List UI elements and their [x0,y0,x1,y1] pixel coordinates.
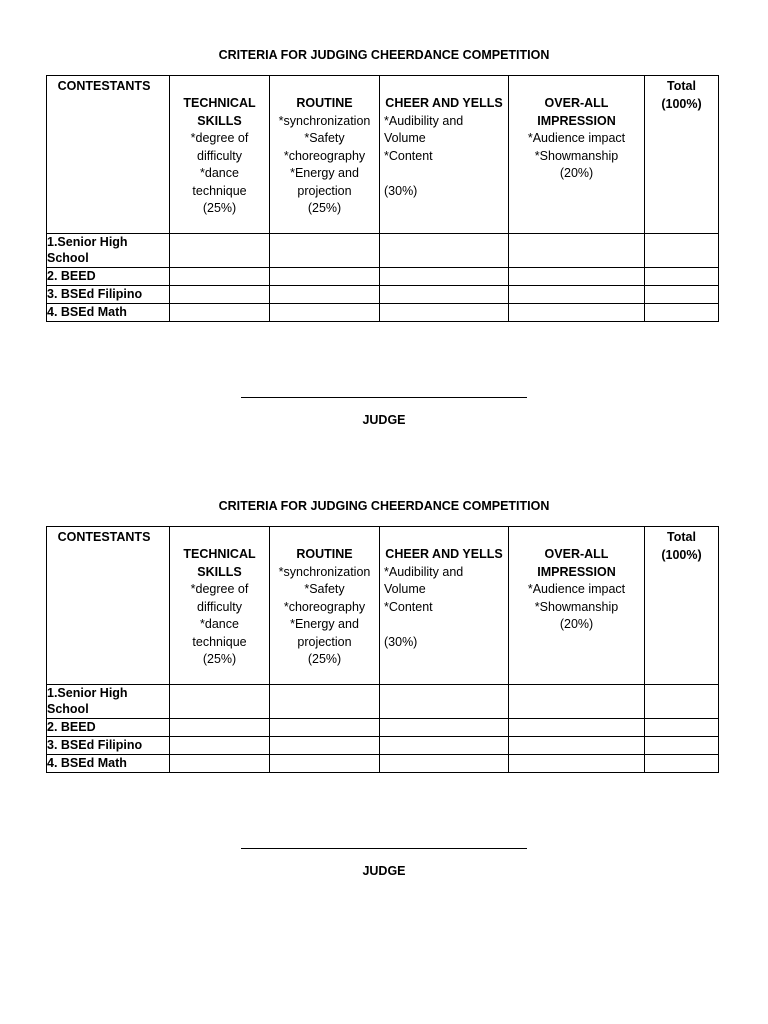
score-cell-technical[interactable] [170,719,270,737]
criterion-line: *Audience impact [527,131,626,145]
criterion-routine [270,527,379,669]
contestants-header-cell [47,76,170,234]
score-cell-impression[interactable] [509,719,645,737]
score-cell-total[interactable] [645,268,719,286]
score-cell-cheer[interactable] [380,755,509,773]
score-cell-total[interactable] [645,234,719,268]
criterion-title: IMPRESSION [537,113,616,128]
score-cell-total[interactable] [645,737,719,755]
criterion-line: *Energy and [290,617,359,631]
criterion-title: CHEER AND YELLS [385,96,503,110]
criterion-technical [170,76,269,218]
criterion-line: *Audibility and [384,564,464,579]
score-cell-impression[interactable] [509,286,645,304]
criterion-line: *degree of [190,131,249,145]
criterion-title: OVER-ALL [544,547,609,561]
score-cell-technical[interactable] [170,737,270,755]
criterion-title: OVER-ALL [544,96,609,110]
total-weight: (100%) [661,547,702,562]
criterion-line: *degree of [190,582,249,596]
criterion-line: *Safety [304,131,345,145]
table-row [47,755,719,773]
criterion-line: projection [297,634,352,649]
criterion-technical-cell [170,527,270,685]
criterion-title: SKILLS [197,564,242,579]
contestant-name: 1.Senior High School [47,234,170,268]
criterion-title: ROUTINE [296,96,353,110]
criterion-routine-cell [270,527,380,685]
criterion-line: *Audibility and [384,113,464,128]
score-cell-impression[interactable] [509,685,645,719]
criterion-line: *Content [384,599,433,614]
header-row [47,76,719,234]
judge-label: JUDGE [362,413,406,427]
criterion-line: *Safety [304,582,345,596]
criterion-impression-cell [509,527,645,685]
contestant-name: 3. BSEd Filipino [47,286,170,304]
criterion-impression [509,76,644,183]
contestant-name: 4. BSEd Math [47,304,170,322]
criterion-weight: (20%) [559,166,594,180]
criterion-line: *synchronization [278,564,371,579]
criterion-line: technique [192,183,247,198]
criterion-line: Volume [384,131,426,145]
criterion-line: *choreography [283,599,366,614]
score-cell-routine[interactable] [270,755,380,773]
score-cell-total[interactable] [645,685,719,719]
score-cell-total[interactable] [645,719,719,737]
table-row [47,685,719,719]
criterion-title: SKILLS [197,113,242,128]
criterion-line: *Showmanship [534,599,619,614]
criterion-line: *dance [200,166,239,180]
contestants-header: CONTESTANTS [57,79,151,93]
score-cell-technical[interactable] [170,304,270,322]
score-cell-total[interactable] [645,755,719,773]
criterion-cheer [380,76,508,200]
contestant-name: 4. BSEd Math [47,755,170,773]
form-title: CRITERIA FOR JUDGING CHEERDANCE COMPETITION [218,48,550,62]
table-row [47,286,719,304]
criterion-title: CHEER AND YELLS [385,547,503,561]
criterion-spacer [384,165,504,183]
score-cell-cheer[interactable] [380,286,509,304]
score-cell-cheer[interactable] [380,685,509,719]
score-cell-cheer[interactable] [380,737,509,755]
criterion-technical-cell [170,76,270,234]
score-cell-cheer[interactable] [380,719,509,737]
criterion-line: projection [297,183,352,198]
criteria-table [46,75,719,322]
criterion-line: *Content [384,148,433,163]
criterion-weight: (25%) [307,652,342,666]
score-cell-technical[interactable] [170,755,270,773]
criterion-line: *dance [200,617,239,631]
criterion-weight: (20%) [559,617,594,631]
score-cell-routine[interactable] [270,719,380,737]
contestant-name: 2. BEED [47,719,170,737]
criterion-weight: (30%) [384,183,418,198]
score-cell-impression[interactable] [509,755,645,773]
table-row [47,268,719,286]
criterion-line: Volume [384,582,426,596]
form-title: CRITERIA FOR JUDGING CHEERDANCE COMPETITION [218,499,550,513]
criterion-weight: (25%) [202,201,237,215]
score-cell-cheer[interactable] [380,234,509,268]
criterion-line: *Showmanship [534,148,619,163]
score-cell-technical[interactable] [170,286,270,304]
score-cell-technical[interactable] [170,685,270,719]
criterion-title: ROUTINE [296,547,353,561]
criterion-line: *Audience impact [527,582,626,596]
score-cell-technical[interactable] [170,234,270,268]
table-row [47,234,719,268]
score-cell-cheer[interactable] [380,268,509,286]
criterion-line: difficulty [197,148,242,163]
criterion-impression-cell [509,76,645,234]
table-row [47,737,719,755]
score-cell-impression[interactable] [509,737,645,755]
table-row [47,304,719,322]
contestant-name: 2. BEED [47,268,170,286]
criterion-weight: (30%) [384,634,418,649]
criterion-cheer-cell [380,527,509,685]
score-cell-routine[interactable] [270,268,380,286]
criterion-title: TECHNICAL [183,96,256,110]
score-cell-routine[interactable] [270,685,380,719]
total-label: Total [667,530,696,544]
criterion-line: technique [192,634,247,649]
signature-line[interactable] [241,397,527,398]
score-cell-total[interactable] [645,286,719,304]
criterion-spacer [384,616,504,634]
total-label: Total [667,79,696,93]
criterion-routine-cell [270,76,380,234]
criterion-cheer-cell [380,76,509,234]
criterion-title: IMPRESSION [537,564,616,579]
signature-line[interactable] [241,848,527,849]
criterion-line: *Energy and [290,166,359,180]
score-cell-impression[interactable] [509,304,645,322]
table-row [47,719,719,737]
criterion-line: *synchronization [278,113,371,128]
total-header-cell [645,527,719,685]
criterion-weight: (25%) [202,652,237,666]
criterion-line: difficulty [197,599,242,614]
criterion-technical [170,527,269,669]
criteria-table [46,526,719,773]
score-cell-cheer[interactable] [380,304,509,322]
total-weight: (100%) [661,96,702,111]
contestants-header: CONTESTANTS [57,530,151,544]
score-cell-total[interactable] [645,304,719,322]
criterion-routine [270,76,379,218]
criterion-weight: (25%) [307,201,342,215]
criterion-title: TECHNICAL [183,547,256,561]
total-header-cell [645,76,719,234]
contestants-header-cell [47,527,170,685]
total-header [645,76,718,113]
contestant-name: 1.Senior High School [47,685,170,719]
judge-label: JUDGE [362,864,406,878]
score-cell-routine[interactable] [270,286,380,304]
score-cell-impression[interactable] [509,234,645,268]
total-header [645,527,718,564]
criterion-line: *choreography [283,148,366,163]
score-cell-technical[interactable] [170,268,270,286]
score-cell-routine[interactable] [270,234,380,268]
header-row [47,527,719,685]
criterion-cheer [380,527,508,651]
score-cell-impression[interactable] [509,268,645,286]
score-cell-routine[interactable] [270,304,380,322]
contestant-name: 3. BSEd Filipino [47,737,170,755]
criterion-impression [509,527,644,634]
score-cell-routine[interactable] [270,737,380,755]
